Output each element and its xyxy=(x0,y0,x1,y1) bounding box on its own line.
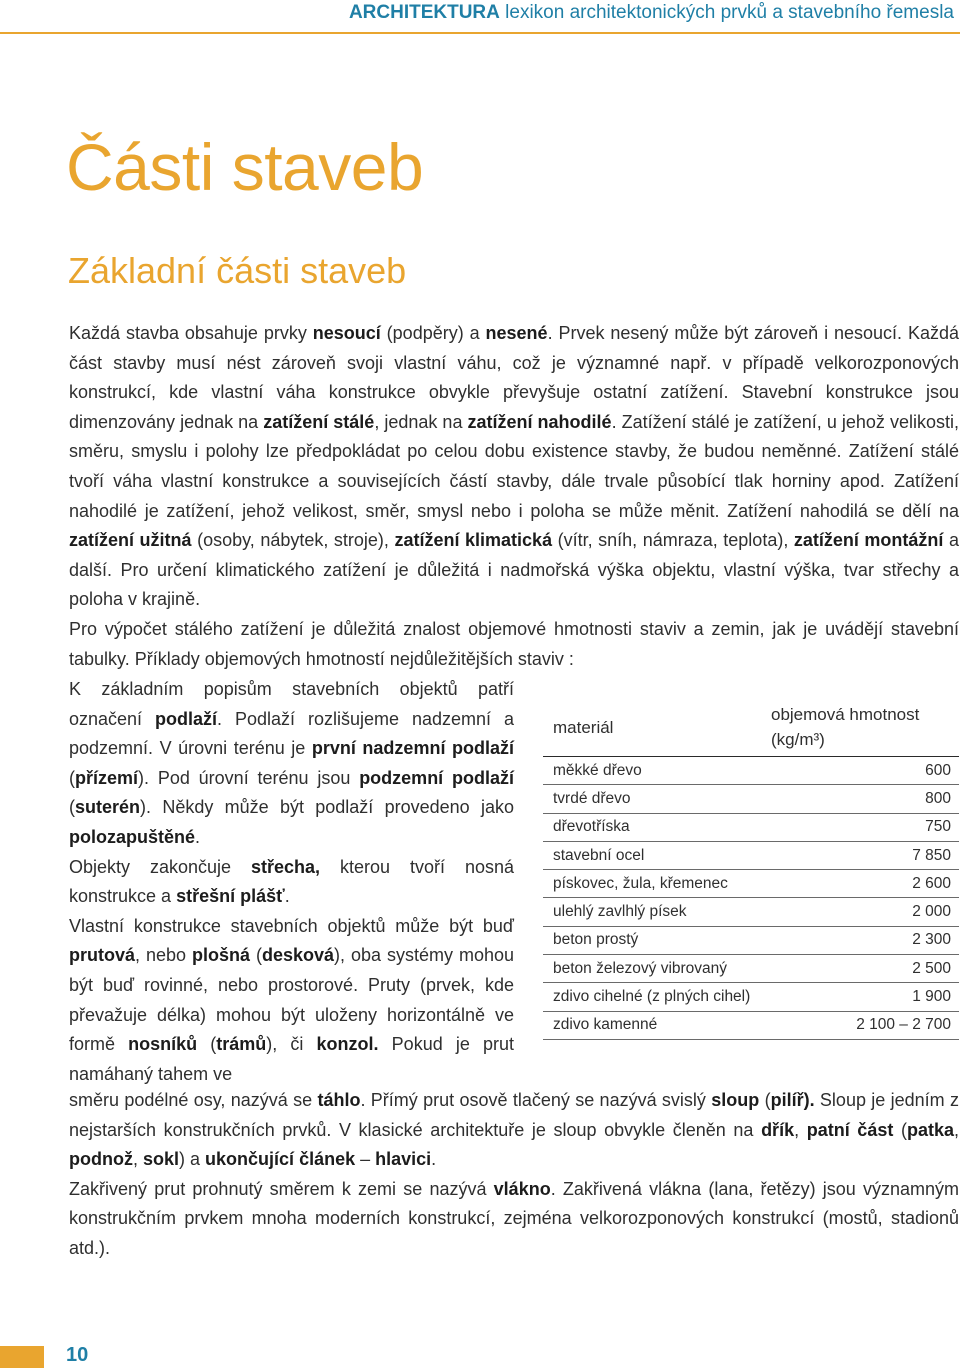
material-cell: zdivo cihelné (z plných cihel) xyxy=(543,983,771,1011)
bold-term: patní část xyxy=(806,1119,894,1140)
text-run: ) a xyxy=(179,1149,206,1170)
density-cell: 2 600 xyxy=(771,870,959,898)
bold-term: polozapuštěné xyxy=(69,826,196,847)
text-run: . Zatížení stálé je zatížení, u jehož velikosti, směru, smyslu i polohy lze předpokládat po celou dobu existence stavby, že budou neměnné. Zatížení stálé tvoří váha vlastní konstrukce a souvisejících částí stavby, dále trvale působící tlak horniny apod. Zatížení nahodilé je zatížení, jehož velikost, směr, smysl nebo i poloha se může měnit. Zatížení nahodilá se dělí na xyxy=(69,411,959,521)
text-run: . Zakřivená vlákna (lana, řetězy) jsou významným konstrukčním prvkem mnoha moderních konstrukcí, zejména velkorozponových konstrukcí (mostů, stadionů atd.). xyxy=(69,1178,959,1258)
text-run: ( xyxy=(69,797,75,818)
running-header xyxy=(349,2,954,24)
bold-term: střešní plášť xyxy=(176,886,285,907)
text-run: , xyxy=(794,1119,807,1140)
text-run: . xyxy=(195,826,201,847)
density-cell: 2 000 xyxy=(771,898,959,926)
density-cell: 600 xyxy=(771,757,959,785)
bold-term: dřík xyxy=(761,1119,795,1140)
page-number-bar xyxy=(0,1346,44,1368)
text-run: Zakřivený prut prohnutý směrem k zemi se nazývá xyxy=(69,1178,494,1199)
bold-term: suterén xyxy=(75,797,141,818)
text-run: a další. Pro určení klimatického zatížení je důležitá i nadmořská výška objektu, vlastní výška, tvar střechy a poloha v krajině. xyxy=(69,530,959,610)
bold-term: nesoucí xyxy=(312,323,381,343)
text-run: ( xyxy=(250,945,262,966)
table-row xyxy=(543,898,959,926)
structure-text-block xyxy=(69,1086,959,1264)
paragraph xyxy=(69,1086,959,1175)
intro-text-block xyxy=(69,319,959,674)
material-cell: pískovec, žula, křemenec xyxy=(543,870,771,898)
header-brand: ARCHITEKTURA xyxy=(348,2,500,23)
text-run: – xyxy=(355,1149,376,1170)
paragraph xyxy=(69,319,959,615)
section-title: Základní části staveb xyxy=(68,250,407,291)
text-run: ). Někdy může být podlaží provedeno jako xyxy=(140,797,514,818)
page-title: Části staveb xyxy=(66,130,424,204)
density-cell: 2 100 – 2 700 xyxy=(771,1011,959,1039)
bold-term: podnož xyxy=(69,1149,133,1170)
table-row xyxy=(543,841,959,869)
bold-term: první nadzemní podlaží xyxy=(311,738,514,759)
text-run: Pokud je prut namáhaný tahem ve xyxy=(69,1034,514,1084)
text-run: , nebo xyxy=(135,945,192,966)
text-run: , jednak na xyxy=(374,411,468,432)
bold-term: ukončující článek xyxy=(205,1149,356,1170)
bold-term: vlákno xyxy=(493,1178,551,1199)
text-run: (osoby, nábytek, stroje), xyxy=(191,530,395,551)
text-run: Pro výpočet stálého zatížení je důležitá znalost objemové hmotnosti staviv a zemin, jak je uvádějí stavební tabulky. Příklady objemových hmotností nejdůležitějších staviv : xyxy=(69,618,959,669)
text-run: Každá stavba obsahuje prvky xyxy=(69,323,313,343)
text-run: ( xyxy=(69,767,75,788)
material-cell: beton železový vibrovaný xyxy=(543,955,771,983)
text-run: . Podlaží rozlišujeme nadzemní a podzemní. V úrovni terénu je xyxy=(69,708,514,759)
table-row xyxy=(543,870,959,898)
text-run: ( xyxy=(893,1119,907,1140)
bold-term: zatížení užitná xyxy=(69,530,192,551)
density-cell: 2 500 xyxy=(771,955,959,983)
text-run: ), oba systémy mohou být buď rovinné, nebo prostorové. Pruty (prvek, kde převažuje délka) mohou být uloženy horizontálně ve formě xyxy=(69,945,515,1055)
header-subtitle: lexikon architektonických prvků a stavebního řemesla xyxy=(505,2,954,23)
text-run: ), či xyxy=(266,1034,317,1055)
bold-term: podlaží xyxy=(155,708,218,729)
material-cell: dřevotříska xyxy=(543,813,771,841)
density-cell: 800 xyxy=(771,785,959,813)
density-cell: 7 850 xyxy=(771,841,959,869)
table-row xyxy=(543,813,959,841)
paragraph xyxy=(69,675,514,853)
density-cell: 750 xyxy=(771,813,959,841)
bold-term: patka xyxy=(906,1119,954,1140)
text-run: K základním popisům stavebních objektů patří označení xyxy=(69,679,514,729)
bold-term: pilíř xyxy=(770,1090,804,1110)
paragraph xyxy=(69,853,514,912)
bold-term: trámů xyxy=(216,1034,267,1055)
table-header-row xyxy=(543,700,959,757)
bold-term: zatížení montážní xyxy=(793,530,944,551)
density-cell: 2 300 xyxy=(771,926,959,954)
text-run: (podpěry) a xyxy=(380,323,486,343)
text-run: ( xyxy=(759,1090,771,1110)
text-run: , xyxy=(132,1149,143,1170)
text-run: . xyxy=(284,886,290,907)
table-row xyxy=(543,1011,959,1039)
text-run: Vlastní konstrukce stavebních objektů může být buď xyxy=(69,915,514,936)
text-run: ). Pod úrovní terénu jsou xyxy=(138,767,360,788)
page-number: 10 xyxy=(66,1344,89,1366)
text-run: kterou tvoří nosná konstrukce a xyxy=(69,856,514,907)
table-row xyxy=(543,926,959,954)
text-run: . Přímý prut osově tlačený se nazývá svislý xyxy=(360,1090,712,1110)
density-cell: 1 900 xyxy=(771,983,959,1011)
text-run: směru podélné osy, nazývá se xyxy=(69,1090,318,1110)
table-row xyxy=(543,983,959,1011)
bold-term: plošná xyxy=(192,945,251,966)
bold-term: desková xyxy=(261,945,335,966)
table-row xyxy=(543,785,959,813)
material-cell: tvrdé dřevo xyxy=(543,785,771,813)
bold-term: ). xyxy=(803,1090,815,1110)
floors-text-block xyxy=(69,675,514,1089)
material-cell: beton prostý xyxy=(543,926,771,954)
bold-term: nosníků xyxy=(128,1034,198,1055)
bold-term: sloup xyxy=(711,1090,760,1110)
text-run: Sloup je jedním z nejstarších konstrukčních prvků. V klasické architektuře je sloup obvykle členěn na xyxy=(69,1090,959,1140)
bold-term: sokl xyxy=(143,1149,180,1170)
density-table xyxy=(543,700,959,1040)
paragraph xyxy=(69,1175,959,1264)
material-cell: ulehlý zavlhlý písek xyxy=(543,898,771,926)
bold-term: zatížení klimatická xyxy=(394,530,553,551)
bold-term: hlavici xyxy=(375,1149,432,1170)
text-run: Objekty zakončuje xyxy=(69,856,251,877)
text-run: (vítr, sníh, námraza, teplota), xyxy=(552,530,794,551)
bold-term: přízemí xyxy=(75,767,139,788)
paragraph xyxy=(69,615,959,674)
text-run: . xyxy=(431,1149,437,1170)
text-run: . Prvek nesený může být zároveň i nesoucí. Každá část stavby musí nést zároveň svoji vlastní váhu, což je významné např. v případě velkorozponových konstrukcí, kde vlastní váha konstrukce obvykle převyšuje ostatní zatížení. Stavební konstrukce jsou dimenzovány jednak na xyxy=(69,323,959,432)
text-run: ( xyxy=(197,1034,217,1055)
bold-term: střecha, xyxy=(251,856,321,877)
table-row xyxy=(543,757,959,785)
table-header-material: materiál xyxy=(553,717,614,737)
bold-term: prutová xyxy=(69,945,136,966)
material-cell: zdivo kamenné xyxy=(543,1011,771,1039)
bold-term: zatížení stálé xyxy=(263,411,375,432)
header-rule xyxy=(0,32,960,34)
table-row xyxy=(543,955,959,983)
bold-term: podzemní podlaží xyxy=(359,767,514,788)
material-cell: stavební ocel xyxy=(543,841,771,869)
paragraph xyxy=(69,912,514,1090)
bold-term: zatížení nahodilé xyxy=(467,411,612,432)
text-run: , xyxy=(953,1119,959,1140)
bold-term: táhlo xyxy=(317,1090,361,1110)
bold-term: konzol. xyxy=(316,1034,379,1055)
material-cell: měkké dřevo xyxy=(543,757,771,785)
bold-term: nesené xyxy=(485,323,548,343)
table-header-density: objemová hmotnost (kg/m³) xyxy=(771,705,920,749)
